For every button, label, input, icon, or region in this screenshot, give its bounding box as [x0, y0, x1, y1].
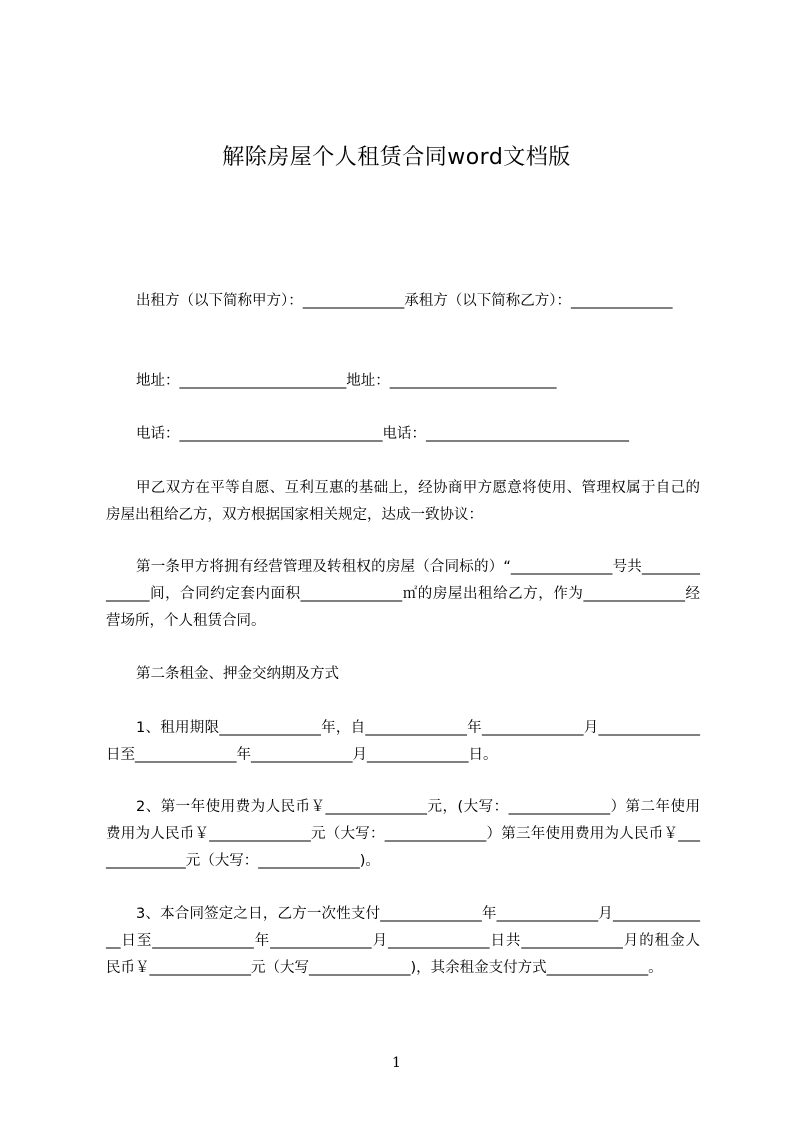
page-number: 1	[392, 1055, 401, 1071]
party-names-paragraph: 出租方（以下简称甲方）：______________承租方（以下简称乙方）：______________	[136, 293, 673, 309]
payment-paragraph: 3、本合同签定之日，乙方一次性支付______________年______________月______________日至______________年______________月______________日共______________月的租金人民币￥______________元（大写______________)，其余租金支付方式______________。	[106, 906, 700, 976]
rent-amount-paragraph: 2、第一年使用费为人民币￥______________元，(大写：______________）第二年使用费用为人民币￥______________元（大写：______________）第三年使用费用为人民币￥______________元（大写：______________)。	[106, 799, 700, 869]
preamble-paragraph: 甲乙双方在平等自愿、互利互惠的基础上，经协商甲方愿意将使用、管理权属于自己的房屋出租给乙方，双方根据国家相关规定，达成一致协议：	[106, 480, 700, 523]
article-two-heading: 第二条租金、押金交纳期及方式	[136, 666, 339, 682]
lease-term-paragraph: 1、租用期限______________年，自______________年______________月______________日至______________年______________月______________日。	[106, 720, 700, 763]
article-one-paragraph: 第一条甲方将拥有经营管理及转租权的房屋（合同标的）“______________号共______________间，合同约定套内面积______________㎡的房屋出租给乙方，作为______________经营场所，个人租赁合同。	[106, 559, 700, 629]
document-title: 解除房屋个人租赁合同word文档版	[222, 145, 571, 170]
address-paragraph: 地址：_______________________地址：_______________________	[136, 373, 557, 389]
phone-paragraph: 电话：____________________________电话：____________________________	[136, 426, 629, 442]
